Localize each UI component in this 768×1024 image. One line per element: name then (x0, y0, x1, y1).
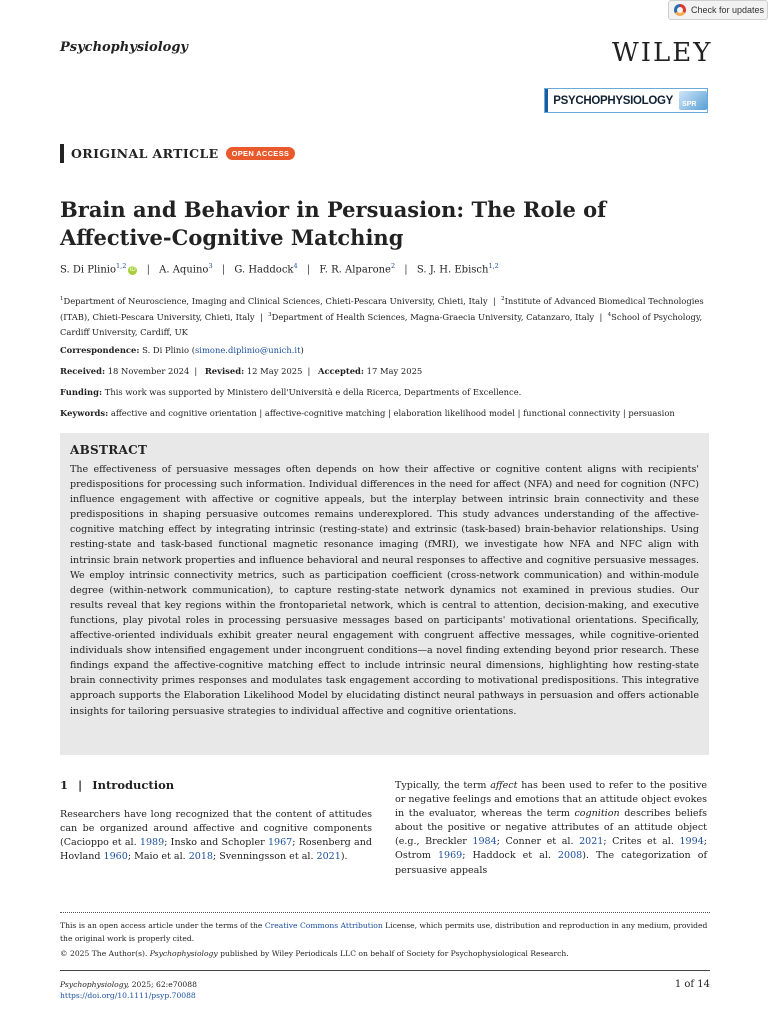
affiliation-3: Department of Health Sciences, Magna-Graecia University, Catanzaro, Italy (271, 312, 595, 323)
article-type-rule (60, 144, 64, 163)
abstract-text: The effectiveness of persuasive messages often depends on how their affective or cognitive content aligns with recipients' predispositions for processing such information. Individual differences in the need for affect (NFA) and need for cognition (NFC) influence engagement with affective or cognitive appeals, but the interplay between intrinsic brain connectivity and these predispositions in shaping persuasive outcomes remains underexplored. This study advances understanding of the affective-cognitive matching effect by integrating intrinsic (resting-state) and extrinsic (task-based) brain-behavior relationships. Using resting-state and task-based functional magnetic resonance imaging (fMRI), we investigate how NFA and NFC align with intrinsic brain network properties and influence behavioral and neural responses to affective and cognitive persuasive messages. We employ intrinsic connectivity metrics, such as participation coefficient (cross-network communication) and within-module degree (within-network communication), to capture resting-state network dynamics not examined in previous studies. Our results reveal that key regions within the frontoparietal network, which is central to attention, decision-making, and executive functions, play pivotal roles in processing persuasive messages based on participants' motivational orientations. Specifically, affective-oriented individuals exhibit greater neural engagement with congruent affective messages, while cognitive-oriented individuals show intensified engagement under incongruent conditions—a novel finding extending beyond prior research. These findings expand the affective-cognitive matching effect to include intrinsic neural dimensions, highlighting how resting-state brain connectivity primes responses and modulates task engagement according to motivational predispositions. This integrative approach supports the Elaboration Likelihood Model by elucidating distinct neural pathways in persuasion and offers actionable insights for tailoring persuasive strategies to individual affective and cognitive orientations. (70, 464, 699, 717)
author-affil-ref[interactable]: 4 (293, 262, 298, 270)
revised-label: Revised: (204, 366, 245, 376)
title-line: Brain and Behavior in Persuasion: The Role of (60, 197, 607, 222)
article-dates: Received: 18 November 2024 | Revised: 12 May 2025 | Accepted: 17 May 2025 (60, 366, 423, 376)
copyright-note (60, 948, 710, 961)
article-type-label: ORIGINAL ARTICLE (71, 146, 219, 161)
author-name[interactable]: F. R. Alparone (319, 264, 391, 276)
author-affil-ref[interactable]: 3 (208, 262, 213, 270)
correspondence: Correspondence: S. Di Plinio (simone.diplinio@unich.it) (60, 345, 304, 355)
body-column-left: Researchers have long recognized that the content of attitudes can be organized around affective and cognitive components (Cacioppo et al. 1989; Insko and Schopler 1967; Rosenberg and Hovland 1960; Maio et al. 2018; Svenningsson et al. 2021). (60, 809, 372, 863)
author-affil-ref[interactable]: 1,2 (116, 262, 127, 270)
article-type (60, 144, 295, 163)
cc-license-link[interactable]: Creative Commons Attribution (264, 921, 383, 930)
funding (60, 387, 710, 397)
section-title: Introduction (92, 778, 175, 792)
section-number: 1 (60, 778, 69, 792)
affiliation-1: Department of Neuroscience, Imaging and Clinical Sciences, Chieti-Pescara University, Chieti, Italy (63, 295, 488, 306)
revised-date: 12 May 2025 (246, 366, 303, 376)
citation-footer (60, 979, 197, 1001)
logo-bar (545, 89, 548, 112)
article-title (60, 196, 700, 252)
citation-link[interactable]: 1989 (139, 837, 165, 849)
author-name[interactable]: S. Di Plinio (60, 264, 117, 276)
accepted-date: 17 May 2025 (366, 366, 423, 376)
crossmark-icon (674, 4, 686, 16)
citation-link[interactable]: 2008 (557, 850, 583, 862)
page-number: 1 of 14 (674, 979, 710, 990)
open-access-badge[interactable]: OPEN ACCESS (226, 147, 296, 160)
author-name[interactable]: A. Aquino (159, 264, 209, 276)
footer-journal: Psychophysiology, (60, 980, 130, 989)
society-logo-text: PSYCHOPHYSIOLOGY (553, 94, 674, 107)
journal-name: Psychophysiology (60, 40, 188, 55)
footer-volume: 2025; 62:e70088 (129, 980, 197, 989)
copyright-text: © 2025 The Author(s). (60, 949, 150, 958)
affiliations: $^1$Department of Neuroscience, Imaging and Clinical Sciences, Chieti-Pescara University, Chieti, Italy | $^2$Institute of Advanced Biomedical Technologies (ITAB), Chieti-Pescara University, Chieti, Italy | $^3$Department of Health Sciences, Magna-Graecia University, Catanzaro, Italy | $^4$School of Psychology, Cardiff University, Cardiff, UK (60, 295, 704, 337)
spr-badge: SPR (679, 91, 707, 110)
doi-link[interactable]: https://doi.org/10.1111/psyp.70088 (60, 991, 196, 1000)
section-heading: 1 | Introduction (60, 778, 175, 792)
affiliation-4: School of Psychology, Cardiff University, Cardiff, UK (60, 312, 703, 337)
correspondence-name: S. Di Plinio (142, 345, 190, 355)
received-date: 18 November 2024 (107, 366, 190, 376)
keywords-label: Keywords: (60, 408, 109, 418)
abstract-box (60, 433, 709, 755)
keywords-text[interactable]: affective and cognitive orientation | affective-cognitive matching | elaboration likelihood model | functional connectivity | persuasion (110, 408, 675, 418)
keywords (60, 408, 710, 418)
citation-link[interactable]: 2021 (579, 836, 604, 848)
citation-link[interactable]: 1984 (472, 836, 497, 848)
funding-text: This work was supported by Ministero dell'Università e della Ricerca, Departments of Excellence. (104, 387, 522, 397)
correspondence-email[interactable]: simone.diplinio@unich.it (195, 345, 301, 355)
citation-link[interactable]: 1969 (437, 850, 463, 862)
citation-link[interactable]: 1994 (679, 836, 704, 848)
author-affil-ref[interactable]: 2 (390, 262, 396, 270)
open-access-note (60, 920, 710, 945)
correspondence-label: Correspondence: (60, 345, 140, 355)
copyright-text: published by Wiley Periodicals LLC on behalf of Society for Psychophysiological Research. (217, 949, 569, 958)
check-for-updates-label: Check for updates (691, 5, 765, 15)
accepted-label: Accepted: (317, 366, 364, 376)
funding-label: Funding: (60, 387, 103, 397)
orcid-icon[interactable]: iD (130, 267, 136, 274)
footnote-divider (60, 912, 710, 913)
title-line: Affective-Cognitive Matching (60, 225, 404, 250)
check-for-updates-button[interactable] (668, 0, 768, 20)
abstract-heading: ABSTRACT (70, 443, 148, 457)
citation-link[interactable]: 2021 (316, 851, 341, 863)
author-name[interactable]: S. J. H. Ebisch (416, 264, 489, 276)
affiliation-2: Institute of Advanced Biomedical Technologies (ITAB), Chieti-Pescara University, Chieti, Italy (60, 295, 704, 323)
author-name[interactable]: G. Haddock (234, 264, 294, 276)
oa-note-text: License, which permits use, distribution and reproduction in any medium, provided the original work is properly cited. (60, 921, 708, 943)
received-label: Received: (60, 366, 106, 376)
publisher-logo: WILEY (612, 38, 713, 68)
oa-note-text: This is an open access article under the terms of the (60, 921, 265, 930)
author-affil-ref[interactable]: 1,2 (488, 262, 499, 270)
citation-link[interactable]: 1960 (103, 851, 128, 863)
citation-link[interactable]: 2018 (188, 851, 213, 863)
society-logo[interactable] (544, 88, 708, 113)
footer-divider (60, 970, 710, 971)
copyright-journal: Psychophysiology (149, 949, 218, 958)
author-list: S. Di Plinio$^{1,2}$iD | A. Aquino$^3$ | G. Haddock$^4$ | F. R. Alparone$^2$ | S. J. H. Ebisch$^{1,2}$ (60, 262, 499, 276)
body-column-right: Typically, the term affect has been used to refer to the positive or negative feelings and emotions that an attitude object evokes in the evaluator, whereas the term cognition describes beliefs about the positive or negative attributes of an attitude object (e.g., Breckler 1984; Conner et al. 2021; Crites et al. 1994; Ostrom 1969; Haddock et al. 2008). The categorization of persuasive appeals (395, 780, 707, 876)
citation-link[interactable]: 1967 (267, 837, 293, 849)
